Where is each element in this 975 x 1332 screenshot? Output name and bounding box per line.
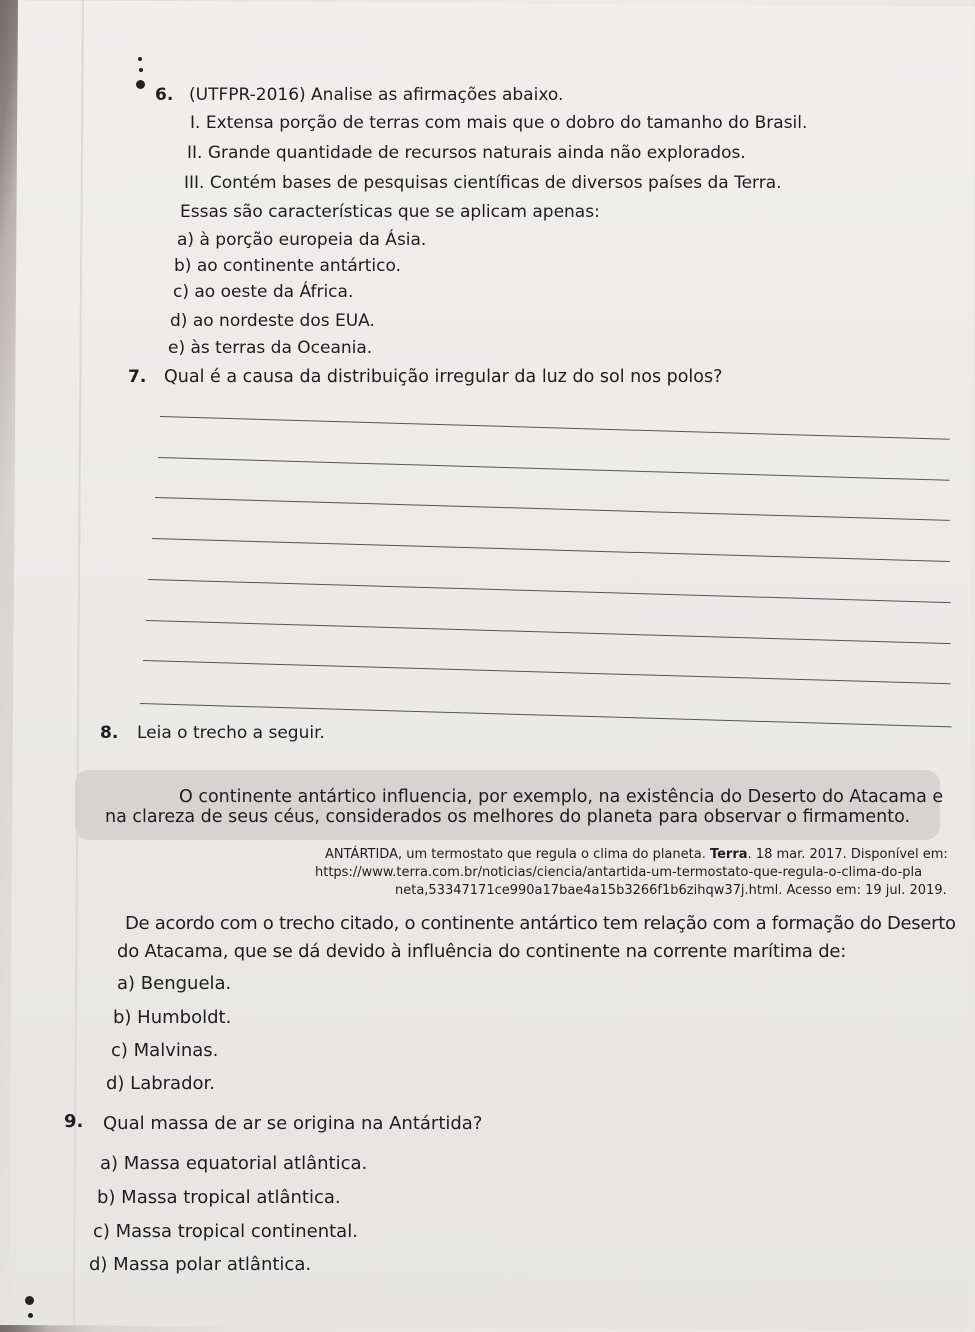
- source-publication: Terra: [709, 847, 748, 862]
- question-6-statement: I. Extensa porção de terras com mais que o dobro do tamanho do Brasil.: [190, 113, 808, 133]
- question-8-option[interactable]: c) Malvinas.: [111, 1040, 219, 1061]
- question-6-option[interactable]: a) à porção europeia da Ásia.: [177, 230, 427, 250]
- bullet-dot: [136, 80, 145, 89]
- bullet-dot: [138, 57, 142, 61]
- quote-line: O continente antártico influencia, por exemplo, na existência do Deserto do Atacama e: [179, 787, 944, 807]
- question-6-statement: III. Contém bases de pesquisas científicas de diversos países da Terra.: [184, 173, 782, 193]
- question-9-option[interactable]: a) Massa equatorial atlântica.: [100, 1153, 368, 1174]
- source-text: . 18 mar. 2017. Disponível em:: [747, 847, 948, 862]
- source-citation: [325, 846, 948, 863]
- question-9-number: 9.: [64, 1111, 84, 1132]
- question-8-option[interactable]: d) Labrador.: [106, 1073, 215, 1094]
- question-9-prompt: Qual massa de ar se origina na Antártida?: [103, 1113, 483, 1134]
- source-text: ANTÁRTIDA, um termostato que regula o clima do planeta.: [325, 847, 710, 862]
- question-8-text: do Atacama, que se dá devido à influência do continente na corrente marítima de:: [117, 941, 847, 962]
- question-6-lead: Essas são características que se aplicam apenas:: [180, 202, 600, 222]
- question-6-statement: II. Grande quantidade de recursos naturais ainda não explorados.: [187, 143, 746, 163]
- question-8-text: De acordo com o trecho citado, o continente antártico tem relação com a formação do Deserto: [125, 913, 956, 934]
- bullet-dot: [28, 1313, 33, 1318]
- question-6-option[interactable]: c) ao oeste da África.: [173, 282, 354, 302]
- question-6-option[interactable]: d) ao nordeste dos EUA.: [170, 311, 375, 331]
- question-6-option[interactable]: b) ao continente antártico.: [174, 256, 402, 276]
- source-url: neta,53347171ce990a17bae4a15b3266f1b6zihqw37j.html. Acesso em: 19 jul. 2019.: [395, 883, 947, 898]
- question-7-prompt: Qual é a causa da distribuição irregular da luz do sol nos polos?: [164, 367, 723, 387]
- quote-line: na clareza de seus céus, considerados os melhores do planeta para observar o firmamento.: [105, 807, 911, 827]
- question-9-option[interactable]: d) Massa polar atlântica.: [89, 1254, 312, 1275]
- bullet-dot: [25, 1296, 34, 1305]
- question-6-option[interactable]: e) às terras da Oceania.: [168, 338, 373, 358]
- question-8-prompt: Leia o trecho a seguir.: [137, 723, 325, 743]
- question-8-option[interactable]: a) Benguela.: [117, 973, 232, 994]
- question-8-number: 8.: [100, 723, 119, 743]
- question-6-number: 6.: [155, 85, 174, 105]
- question-8-option[interactable]: b) Humboldt.: [113, 1007, 232, 1028]
- question-9-option[interactable]: c) Massa tropical continental.: [93, 1221, 358, 1242]
- source-url: https://www.terra.com.br/noticias/ciencia/antartida-um-termostato-que-regula-o-clima-do-pla: [315, 865, 923, 880]
- question-7-number: 7.: [128, 367, 147, 387]
- bullet-dot: [139, 68, 143, 72]
- quote-box: [75, 770, 944, 840]
- question-6-prompt: (UTFPR-2016) Analise as afirmações abaixo.: [189, 85, 564, 105]
- question-9-option[interactable]: b) Massa tropical atlântica.: [97, 1187, 341, 1208]
